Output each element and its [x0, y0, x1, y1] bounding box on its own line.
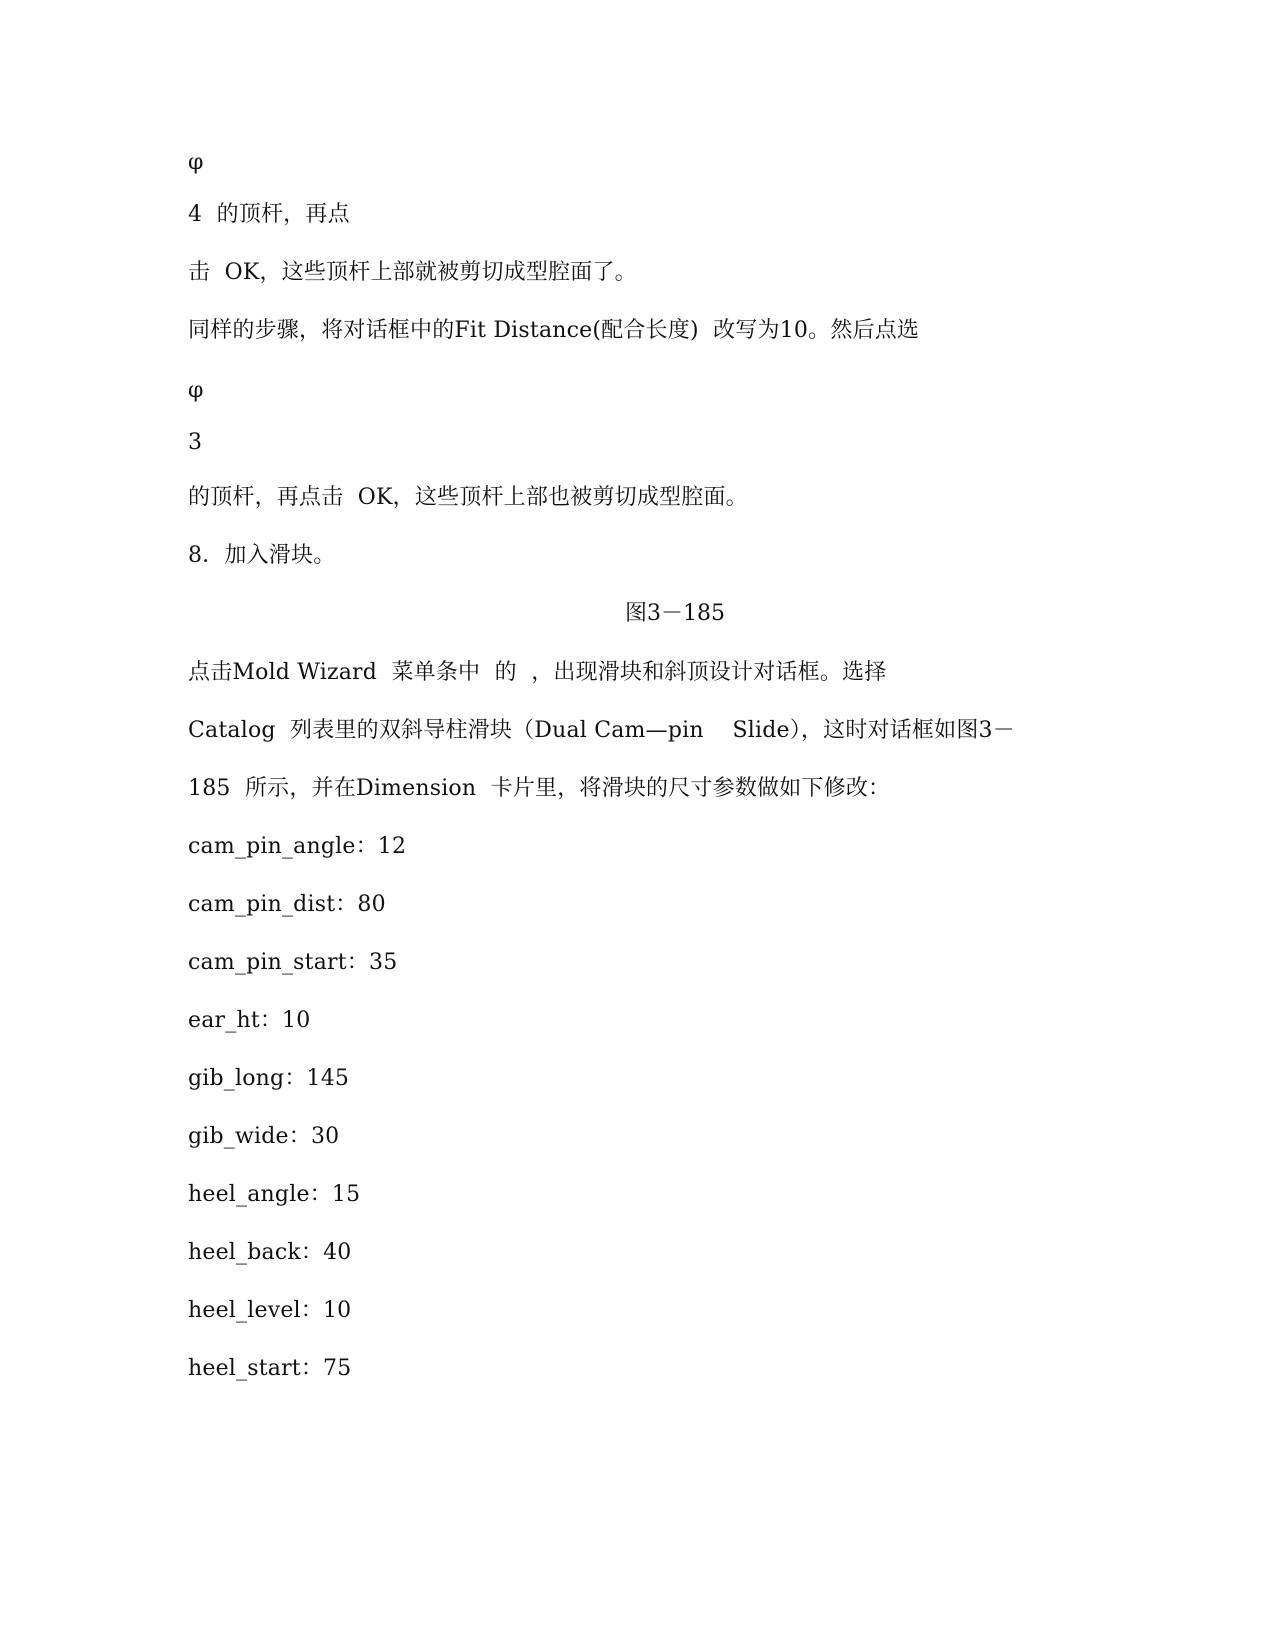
parameter-line: cam_pin_start：35	[188, 950, 398, 975]
parameter-line: cam_pin_angle：12	[188, 834, 407, 859]
parameter-line: heel_level：10	[188, 1298, 352, 1323]
paragraph-line-7: Catalog 列表里的双斜导柱滑块（Dual Cam—pin Slide），这时对话框如图3－	[188, 718, 1015, 743]
phi-symbol-1: φ	[188, 150, 204, 175]
parameter-line: ear_ht：10	[188, 1008, 311, 1033]
figure-caption: 图3－185	[625, 601, 725, 626]
paragraph-line-6: 点击Mold Wizard 菜单条中 的 ，出现滑块和斜顶设计对话框。选择	[188, 660, 887, 685]
paragraph-line-3: 同样的步骤，将对话框中的Fit Distance(配合长度) 改写为10。然后点选	[188, 318, 920, 343]
parameter-line: cam_pin_dist：80	[188, 892, 386, 917]
parameter-line: heel_angle：15	[188, 1182, 361, 1207]
parameter-line: gib_long：145	[188, 1066, 350, 1091]
paragraph-line-2: 击 OK，这些顶杆上部就被剪切成型腔面了。	[188, 260, 637, 285]
section-heading: 8．加入滑块。	[188, 543, 336, 568]
parameter-line: heel_back：40	[188, 1240, 352, 1265]
paragraph-line-1: 4 的顶杆，再点	[188, 202, 350, 227]
parameter-line: heel_start：75	[188, 1356, 352, 1381]
phi-symbol-2: φ	[188, 378, 204, 403]
parameter-line: gib_wide：30	[188, 1124, 340, 1149]
paragraph-line-5: 的顶杆，再点击 OK，这些顶杆上部也被剪切成型腔面。	[188, 485, 748, 510]
paragraph-line-4: 3	[188, 430, 203, 455]
paragraph-line-8: 185 所示，并在Dimension 卡片里，将滑块的尺寸参数做如下修改：	[188, 776, 891, 801]
